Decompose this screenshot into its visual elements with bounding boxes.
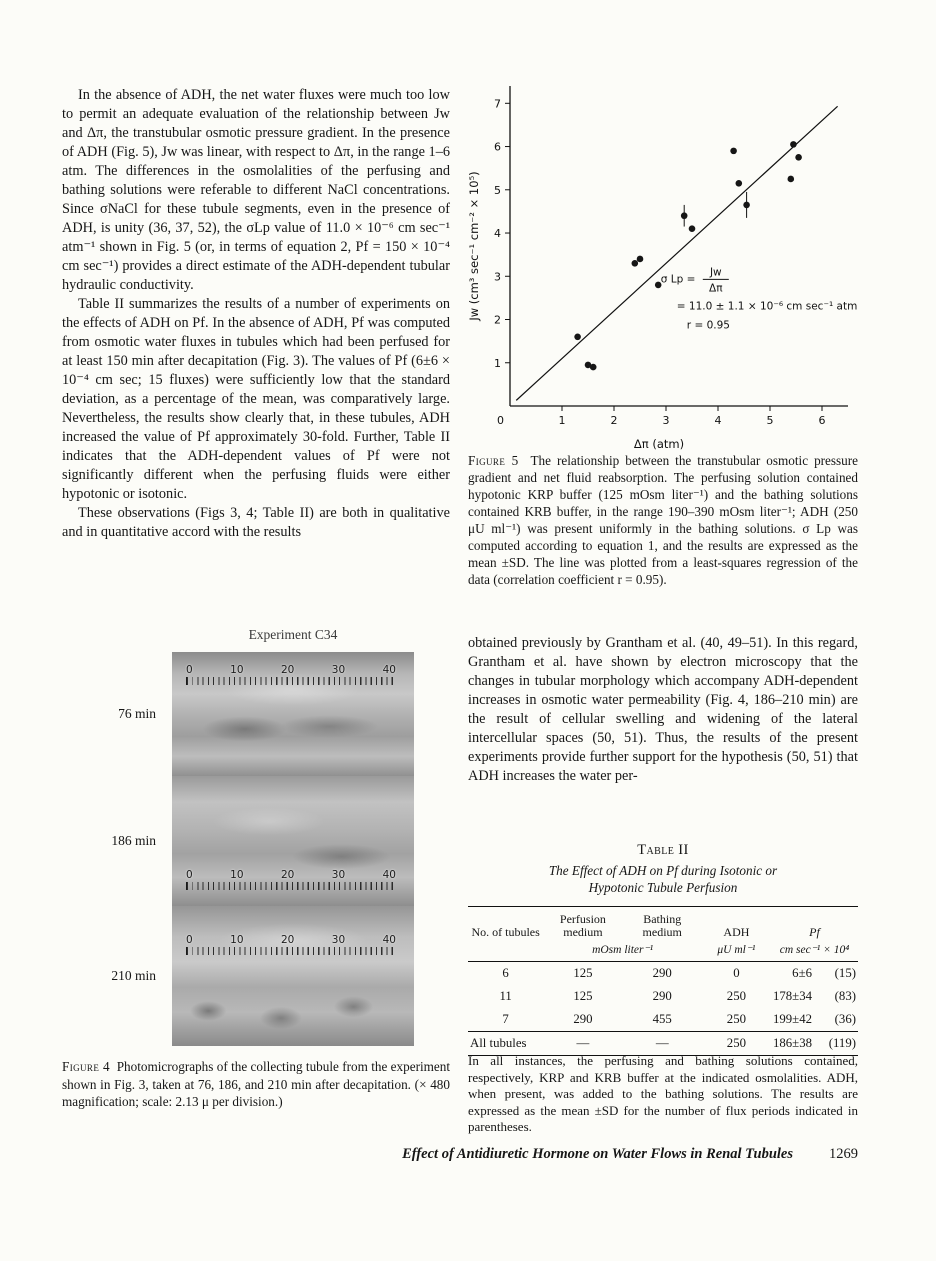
paragraph: These observations (Figs 3, 4; Table II) are both in qualitative and in quantitative accord with the results: [62, 505, 450, 540]
units-cell: μU ml⁻¹: [702, 941, 771, 962]
svg-text:Δπ (atm): Δπ (atm): [633, 437, 685, 451]
svg-text:2: 2: [494, 313, 501, 327]
ruler-numbers: 0 10 20 30 40: [186, 934, 396, 946]
svg-text:5: 5: [766, 414, 774, 427]
paragraph: Table II summarizes the results of a number of experiments on the effects of ADH on Pf. In the absence of ADH, Pf was computed from osmotic water fluxes in tubules which had been perfused for at least 150 min after decapitation (Fig. 3). The values of Pf (6±6 × 10⁻⁴ cm sec; 15 fluxes) were sufficiently low that the standard deviation, as a percentage of the mean, was comparatively large. Nevertheless, the results show clearly that, in these tubules, ADH increased the value of Pf approximately 30-fold. Further, Table II indicates that the ADH-dependent values of Pf were not significantly different when the perfusing fluids were either hypotonic or isotonic.: [62, 296, 450, 502]
caption-text: The relationship between the transtubular osmotic pressure gradient and net fluid reabsorption. The perfusing solution contained hypotonic KRP buffer (125 mOsm liter⁻¹) and the bathing solutions contained KRB buffer, in the range 190–390 mOsm liter⁻¹; ADH (250 μU ml⁻¹) was present uniformly in the bathing solutions. σ Lp was computed according to equation 1, and the results are expressed as the mean ±SD. The line was plotted from a least-squares regression of the data (correlation coefficient r = 0.95).: [468, 453, 859, 587]
photo-row: [62, 652, 450, 776]
table-cell: 125: [573, 966, 593, 980]
running-title: Effect of Antidiuretic Hormone on Water Flows in Renal Tubules: [402, 1146, 793, 1162]
svg-text:1: 1: [558, 414, 566, 427]
ruler-ticks: [186, 947, 396, 955]
figure-label: Figure 5: [468, 453, 519, 468]
svg-text:2: 2: [610, 414, 618, 427]
svg-text:4: 4: [494, 227, 501, 241]
micrometer-ruler: [186, 869, 396, 890]
table-cell: All tubules: [468, 1032, 543, 1056]
table-cell: 455: [652, 1012, 672, 1026]
table-cell: 11: [499, 989, 512, 1003]
column-header: Bathing medium: [642, 912, 682, 939]
table-cell: 290: [652, 989, 672, 1003]
table2-note: In all instances, the perfusing and bathing solutions contained, respectively, KRP and KRB buffer at the indicated osmolalities. ADH, when present, was added to the bathing solutions. The results are expressed as the mean ±SD for the number of flux periods indicated in parentheses.: [468, 1053, 858, 1134]
table2-block: [468, 842, 858, 1056]
ruler-numbers: 0 10 20 30 40: [186, 664, 396, 676]
table-cell: 7: [502, 1012, 509, 1026]
table-row: [468, 985, 858, 1008]
svg-text:6: 6: [494, 140, 501, 154]
table-cell: 199±42 (36): [772, 1012, 856, 1026]
page-number: 1269: [829, 1146, 858, 1162]
experiment-label: Experiment C34: [248, 627, 338, 642]
photomicrograph-76min: [172, 652, 414, 776]
figure4-block: [62, 627, 450, 1046]
figure5-chart: [466, 74, 858, 454]
right-column-text: [468, 634, 858, 786]
table-cell: 186±38 (119): [771, 1032, 858, 1056]
svg-text:Jw: Jw: [709, 266, 722, 279]
left-column-text: [62, 86, 450, 542]
photomicrograph-210min: [172, 906, 414, 1046]
svg-text:1: 1: [494, 356, 501, 370]
svg-text:= 11.0 ± 1.1 × 10⁻⁶ cm sec⁻¹ a: = 11.0 ± 1.1 × 10⁻⁶ cm sec⁻¹ atm⁻¹: [676, 300, 858, 313]
svg-text:5: 5: [494, 183, 501, 197]
table-cell: 6: [502, 966, 509, 980]
column-header: No. of tubules: [471, 925, 540, 939]
svg-text:4: 4: [714, 414, 722, 427]
table-units-row: [468, 941, 858, 962]
table-cell: 178±34 (83): [772, 989, 856, 1003]
figure5-caption: [468, 452, 858, 588]
photo-time-label: 186 min: [111, 833, 156, 848]
photo-time-label: 210 min: [111, 968, 156, 983]
table-cell: —: [623, 1032, 702, 1056]
svg-text:6: 6: [818, 414, 826, 427]
paragraph: obtained previously by Grantham et al. (40, 49–51). In this regard, Grantham et al. have shown by electron microscopy that the changes in tubular morphology which accompany ADH-dependent increases in osmotic water permeability (Fig. 4, 186–210 min) are the result of cellular swelling and widening of the lateral intercellular spaces (50, 51). Thus, the results of the present experiments provide further support for the hypothesis (50, 51) that ADH increases the water per-: [468, 635, 858, 784]
photo-time-label: 76 min: [118, 706, 156, 721]
paragraph: In the absence of ADH, the net water fluxes were much too low to permit an adequate evaluation of the relationship between Jw and Δπ, the transtubular osmotic pressure gradient. In the presence of ADH (Fig. 5), Jw was linear, with respect to Δπ, in the range 1–6 atm. The differences in the osmolalities of the perfusing and bathing solutions were referable to different NaCl concentrations. Since σNaCl for these tubule segments, even in the presence of ADH, is unity (36, 37, 52), the σLp value of 11.0 × 10⁻⁶ cm sec⁻¹ atm⁻¹ shown in Fig. 5 (or, in terms of equation 2, Pf = 150 × 10⁻⁴ cm sec⁻¹) provides a direct estimate of the ADH-dependent tubular hydraulic conductivity.: [62, 87, 450, 293]
units-cell: cm sec⁻¹ × 10⁴: [771, 941, 858, 962]
table-cell: 290: [573, 1012, 593, 1026]
svg-text:σ Lp =: σ Lp =: [660, 273, 696, 286]
table-row: [468, 962, 858, 986]
micrometer-ruler: [186, 934, 396, 955]
table2: [468, 906, 858, 1056]
table-cell: 250: [726, 1012, 746, 1026]
table-cell: 6±6 (15): [792, 966, 856, 980]
units-cell: mOsm liter⁻¹: [543, 941, 702, 962]
table-summary-row: [468, 1032, 858, 1056]
table-header-row: [468, 907, 858, 942]
table-cell: 125: [573, 989, 593, 1003]
column-header: Pf: [809, 925, 820, 939]
table-label: Table II: [637, 842, 689, 858]
svg-text:Δπ: Δπ: [709, 282, 723, 295]
caption-text: Photomicrographs of the collecting tubule from the experiment shown in Fig. 3, taken at 76, 186, and 210 min after decapitation. (× 480 magnification; scale: 2.13 μ per division.): [62, 1059, 451, 1109]
column-header: Perfusion medium: [559, 912, 606, 939]
table-cell: 0: [733, 966, 740, 980]
photo-row: [62, 906, 450, 1046]
table-cell: 290: [652, 966, 672, 980]
photomicrograph-186min: [172, 776, 414, 906]
ruler-ticks: [186, 882, 396, 890]
svg-text:0: 0: [497, 414, 504, 427]
figure5-block: [466, 74, 858, 459]
svg-text:3: 3: [662, 414, 670, 427]
ruler-numbers: 0 10 20 30 40: [186, 869, 396, 881]
svg-text:3: 3: [494, 270, 501, 284]
micrometer-ruler: [186, 664, 396, 685]
table-title: The Effect of ADH on Pf during Isotonic or Hypotonic Tubule Perfusion: [548, 863, 778, 895]
page-footer: [62, 1146, 858, 1163]
photo-row: [62, 776, 450, 906]
table-row: [468, 1008, 858, 1032]
table-cell: 250: [702, 1032, 771, 1056]
svg-text:Jw (cm³ sec⁻¹ cm⁻² × 10⁵): Jw (cm³ sec⁻¹ cm⁻² × 10⁵): [467, 171, 481, 321]
svg-text:7: 7: [494, 97, 501, 111]
column-header: ADH: [723, 925, 750, 939]
figure4-caption: [62, 1058, 450, 1111]
table-cell: 250: [726, 989, 746, 1003]
ruler-ticks: [186, 677, 396, 685]
figure-label: Figure 4: [62, 1059, 110, 1074]
svg-text:r = 0.95: r = 0.95: [686, 319, 730, 332]
table-cell: —: [543, 1032, 622, 1056]
